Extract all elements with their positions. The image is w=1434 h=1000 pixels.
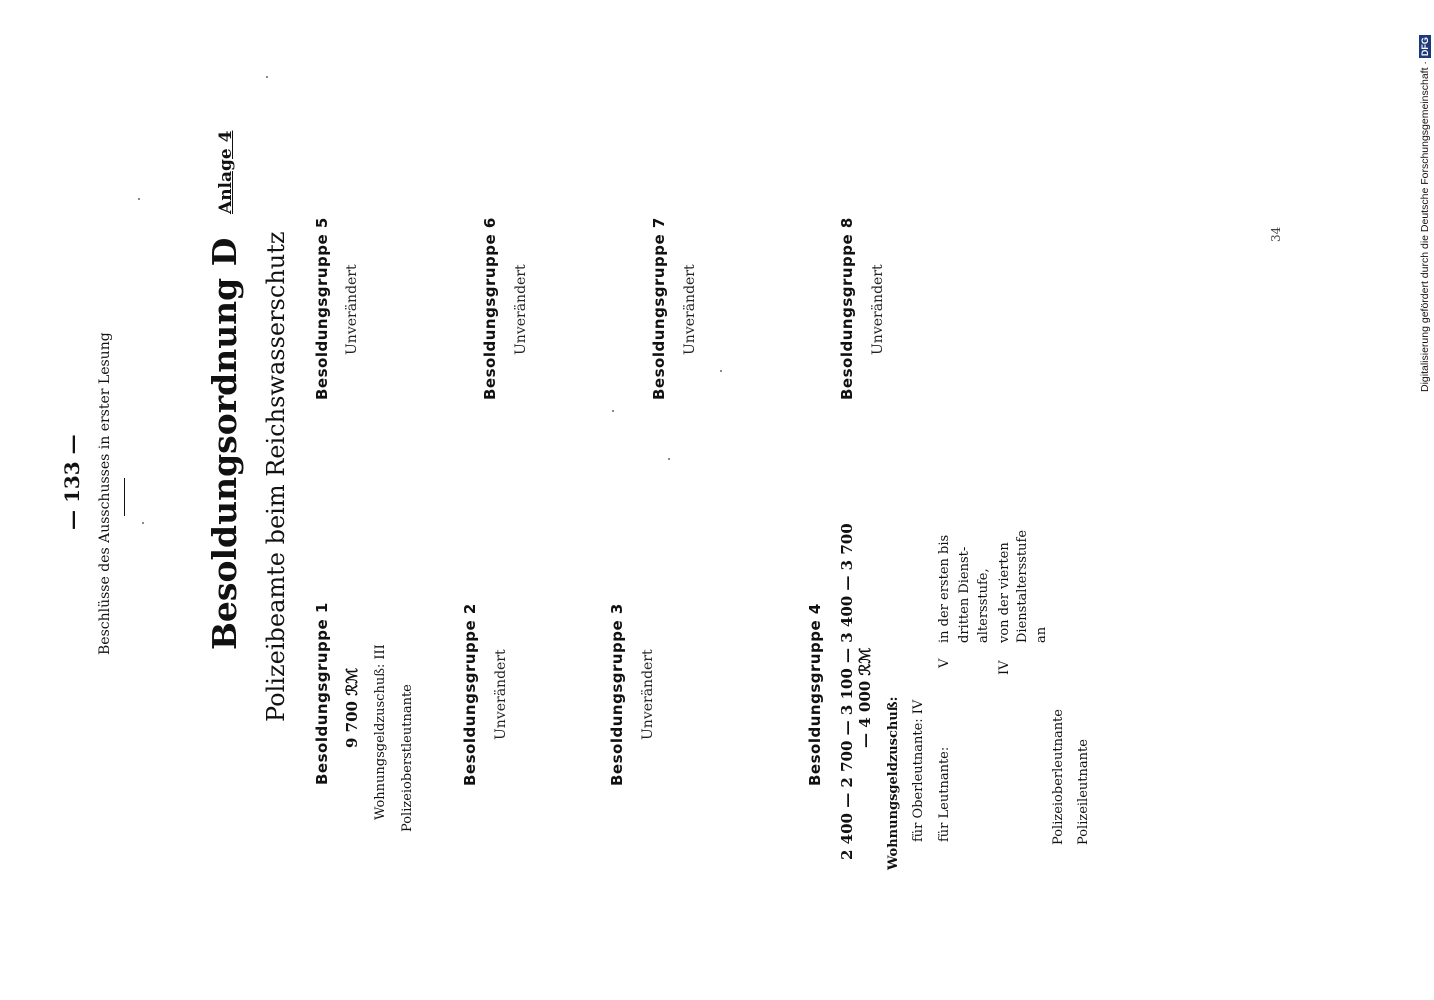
group-4-class-iv-text-3: an [1034,626,1049,643]
scan-speck [142,522,144,524]
group-4-class-v-text-2: dritten Dienst- [957,546,972,643]
group-3-heading: Besoldungsgruppe 3 [608,603,626,786]
group-1-housing: Wohnungsgeldzuschuß: III [373,644,388,820]
group-7-heading: Besoldungsgruppe 7 [650,217,668,400]
group-4-class-iv: IV [997,660,1012,675]
group-5-status: Unverändert [344,264,360,355]
group-4-salary-line-2: — 4 000 ℛℳ [856,647,874,748]
group-1-salary: 9 700 ℛℳ [343,667,361,748]
scan-speck [138,198,140,200]
page-subtitle: Polizeibeamte beim Reichswasserschutz [262,231,290,722]
group-8-heading: Besoldungsgruppe 8 [838,217,856,400]
group-4-rank-2: Polizeileutnante [1076,739,1091,845]
group-4-heading: Besoldungsgruppe 4 [806,603,824,786]
running-title: Beschlüsse des Ausschusses in erster Lesung [97,332,113,655]
group-4-class-iv-text-1: von der vierten [997,542,1012,643]
header-rule [124,478,125,516]
group-4-salary-line: 2 400 — 2 700 — 3 100 — 3 400 — 3 700 [838,523,856,860]
footer-number: 34 [1269,226,1283,242]
group-4-leutnante-label: für Leutnante: [937,746,952,842]
scan-speck [612,410,614,412]
scan-speck [720,370,722,372]
group-4-class-v-text-1: in der ersten bis [937,534,952,643]
group-4-rank-1: Polizeioberleutnante [1051,709,1066,845]
digitization-note [1419,35,1431,392]
group-1-heading: Besoldungsgruppe 1 [313,602,331,785]
group-2-heading: Besoldungsgruppe 2 [461,603,479,786]
group-6-status: Unverändert [513,264,529,355]
group-1-rank: Polizeioberstleutnante [400,684,415,832]
group-8-status: Unverändert [870,264,886,355]
group-5-heading: Besoldungsgruppe 5 [313,217,331,400]
scan-speck [668,458,670,460]
group-2-status: Unverändert [493,649,509,740]
page-title: Besoldungsordnung D [205,237,244,650]
group-6-heading: Besoldungsgruppe 6 [481,217,499,400]
digitization-note-text: Digitalisierung gefördert durch die Deutsche Forschungsgemeinschaft · [1419,61,1431,392]
group-7-status: Unverändert [682,264,698,355]
group-4-housing-label: Wohnungsgeldzuschuß: [886,696,901,870]
group-4-class-v-text-3: altersstufe, [976,568,991,643]
annex-label: Anlage 4 [216,130,236,214]
dfg-logo: DFG [1420,37,1430,57]
group-4-class-iv-text-2: Dienstaltersstufe [1015,529,1030,643]
group-3-status: Unverändert [640,649,656,740]
scan-speck [266,76,268,78]
page-number: — 133 — [60,434,84,530]
group-4-oberleutnante: für Oberleutnante: IV [911,699,926,842]
group-4-class-v: V [937,658,952,668]
